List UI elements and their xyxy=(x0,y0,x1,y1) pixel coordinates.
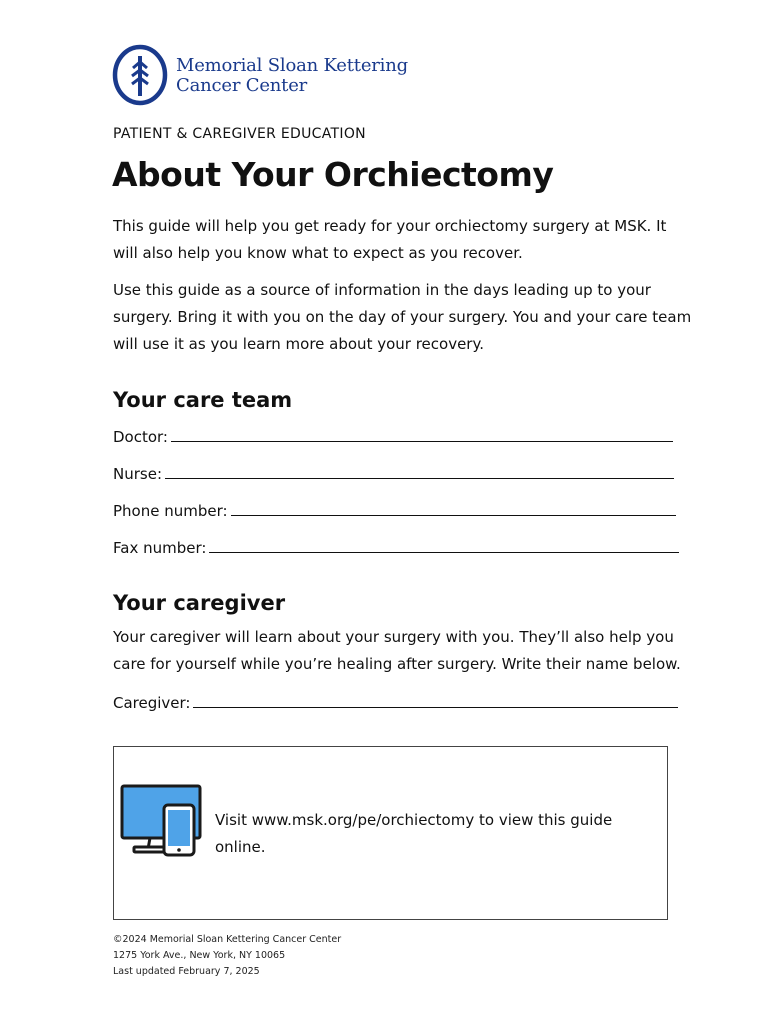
caregiver-field[interactable] xyxy=(113,692,678,714)
online-guide-box xyxy=(113,746,668,920)
phone-number-field[interactable] xyxy=(113,500,676,522)
footer xyxy=(113,932,341,980)
phone-number-blank-line[interactable] xyxy=(231,501,676,516)
logo-line-1: Memorial Sloan Kettering xyxy=(176,55,408,76)
caregiver-paragraph: Your caregiver will learn about your surgery with you. They’ll also help you care for yourself while you’re healing after surgery. Write their name below. xyxy=(113,628,681,673)
caregiver-heading: Your caregiver xyxy=(113,591,286,615)
logo-line-2: Cancer Center xyxy=(176,75,308,96)
address-line: 1275 York Ave., New York, NY 10065 xyxy=(113,950,286,961)
fax-number-label: Fax number: xyxy=(113,539,207,557)
fax-number-blank-line[interactable] xyxy=(209,538,679,553)
phone-number-label: Phone number: xyxy=(113,502,228,520)
nurse-label: Nurse: xyxy=(113,465,162,483)
copyright-line: ©2024 Memorial Sloan Kettering Cancer Center xyxy=(113,934,342,945)
intro-paragraph-1: This guide will help you get ready for your orchiectomy surgery at MSK. It will also help you know what to expect as you recover. xyxy=(113,217,667,262)
logo-wordmark xyxy=(176,56,408,96)
msk-logo xyxy=(112,44,412,110)
page-title: About Your Orchiectomy xyxy=(112,155,554,194)
doctor-field[interactable] xyxy=(113,426,673,448)
doctor-blank-line[interactable] xyxy=(171,427,673,442)
nurse-field[interactable] xyxy=(113,463,674,485)
msk-tree-icon xyxy=(112,44,168,106)
computer-and-tablet-icon xyxy=(120,783,206,863)
caregiver-blank-line[interactable] xyxy=(193,693,678,708)
care-team-heading: Your care team xyxy=(113,388,293,412)
last-updated-line: Last updated February 7, 2025 xyxy=(113,966,260,977)
fax-number-field[interactable] xyxy=(113,537,679,559)
caregiver-label: Caregiver: xyxy=(113,694,191,712)
intro-paragraph-2: Use this guide as a source of information in the days leading up to your surgery. Bring it with you on the day of your surgery. You and your care team will use it as you learn more about your recovery. xyxy=(113,281,692,353)
doctor-label: Doctor: xyxy=(113,428,168,446)
online-guide-link-text: Visit www.msk.org/pe/orchiectomy to view this guide online. xyxy=(215,811,613,856)
nurse-blank-line[interactable] xyxy=(165,464,674,479)
section-eyebrow: PATIENT & CAREGIVER EDUCATION xyxy=(113,126,366,142)
